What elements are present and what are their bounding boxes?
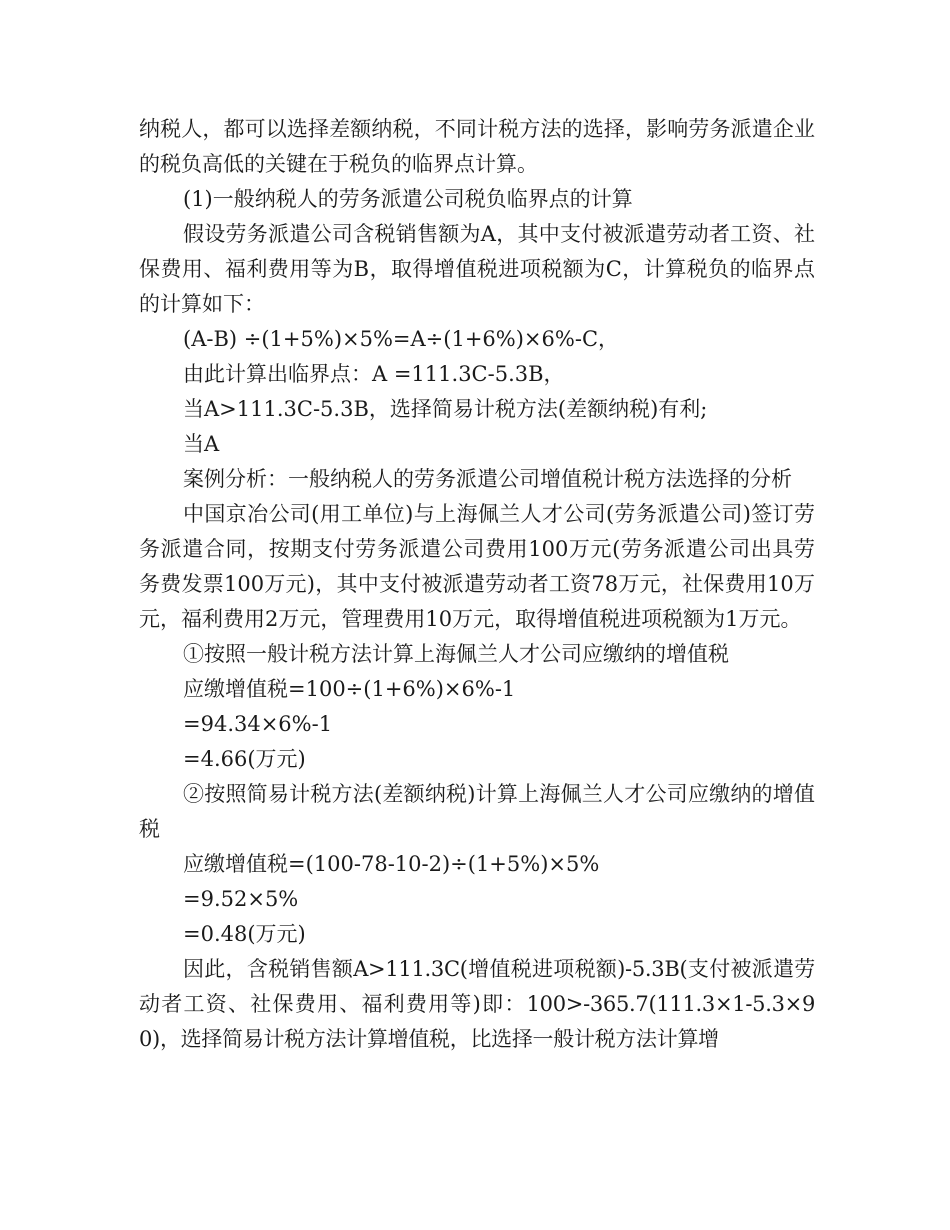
calc-general-line-1: 应缴增值税=100÷(1+6%)×6%-1 — [183, 677, 516, 701]
condition-greater: 当A>111.3C-5.3B，选择简易计税方法(差额纳税)有利; — [183, 397, 708, 421]
conclusion-paragraph: 因此，含税销售额A>111.3C(增值税进项税额)-5.3B(支付被派遣劳动者工资、社保费用、福利费用等)即：100>-365.7(111.3×1-5.3×90)，选择简易计税方法计算增值税，比选择一般计税方法计算增 — [139, 957, 815, 1051]
method-general-heading: ①按照一般计税方法计算上海佩兰人才公司应缴纳的增值税 — [183, 642, 729, 666]
formula-equation: (A-B) ÷(1+5%)×5%=A÷(1+6%)×6%-C， — [183, 327, 620, 351]
paragraph-continuation: 纳税人，都可以选择差额纳税，不同计税方法的选择，影响劳务派遣企业的税负高低的关键在于税负的临界点计算。 — [139, 117, 815, 176]
method-simple-heading: ②按照简易计税方法(差额纳税)计算上海佩兰人才公司应缴纳的增值税 — [139, 782, 815, 841]
formula-critical-point: 由此计算出临界点：A =111.3C-5.3B， — [183, 362, 565, 386]
calc-general-line-2: =94.34×6%-1 — [183, 712, 333, 736]
case-description: 中国京冶公司(用工单位)与上海佩兰人才公司(劳务派遣公司)签订劳务派遣合同，按期支付劳务派遣公司费用100万元(劳务派遣公司出具劳务费发票100万元)，其中支付被派遣劳动者工资78万元，社保费用10万元，福利费用2万元，管理费用10万元，取得增值税进项税额为1万元。 — [139, 502, 815, 631]
section-heading-1: (1)一般纳税人的劳务派遣公司税负临界点的计算 — [183, 187, 633, 211]
calc-simple-line-1: 应缴增值税=(100-78-10-2)÷(1+5%)×5% — [183, 852, 600, 876]
calc-simple-line-3: =0.48(万元) — [183, 922, 306, 946]
calc-simple-line-2: =9.52×5% — [183, 887, 299, 911]
paragraph-assumption: 假设劳务派遣公司含税销售额为A，其中支付被派遣劳动者工资、社保费用、福利费用等为B，取得增值税进项税额为C，计算税负的临界点的计算如下： — [139, 222, 815, 316]
condition-less: 当A — [183, 432, 220, 456]
case-analysis-heading: 案例分析：一般纳税人的劳务派遣公司增值税计税方法选择的分析 — [183, 467, 792, 491]
calc-general-line-3: =4.66(万元) — [183, 747, 306, 771]
document-body — [139, 112, 815, 1057]
